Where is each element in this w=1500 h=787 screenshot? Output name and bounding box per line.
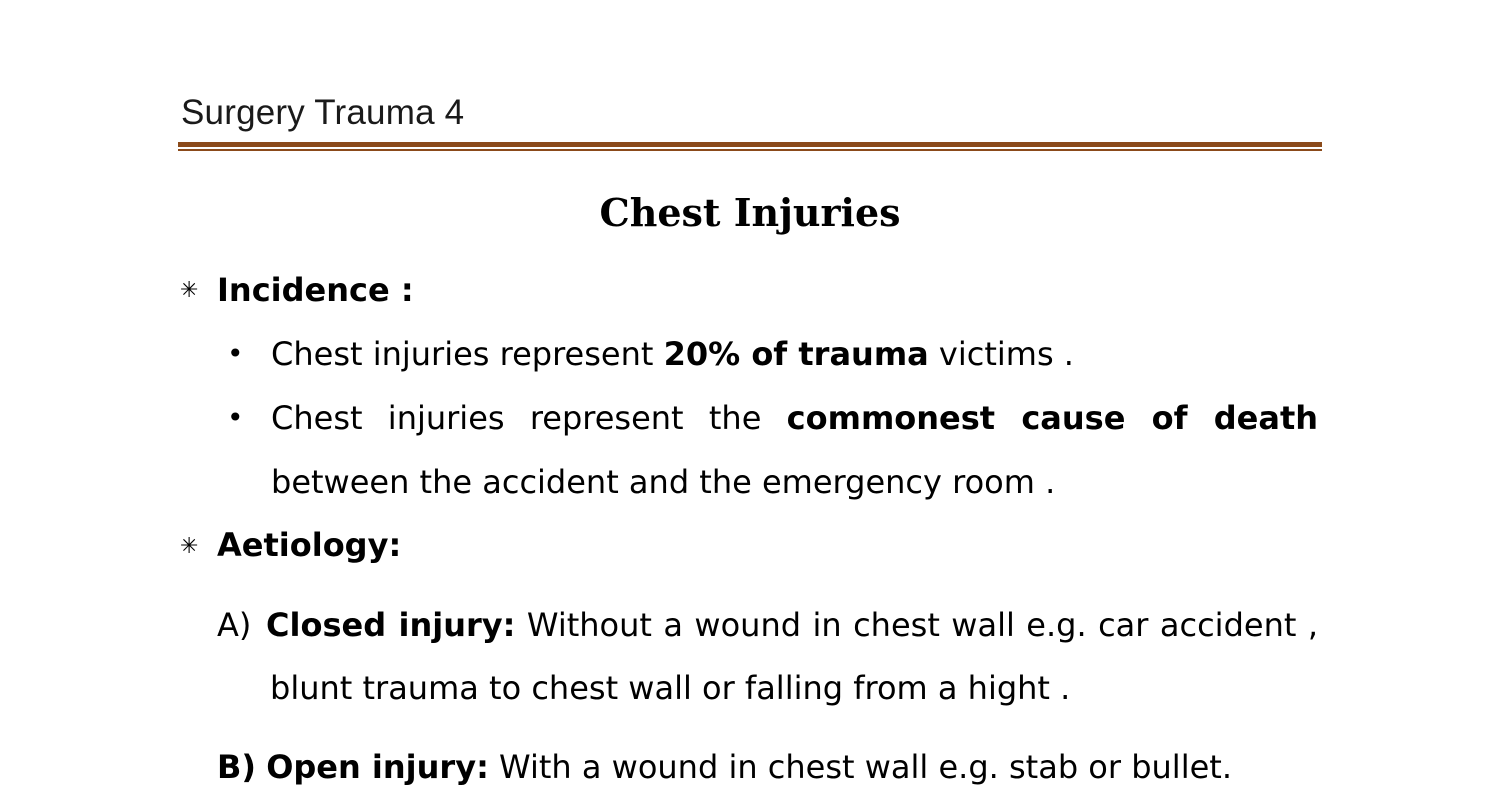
list-item: Chest injuries represent 20% of trauma victims . — [271, 335, 1074, 373]
list-item: B) Open injury: With a wound in chest wall e.g. stab or bullet. — [217, 748, 1232, 786]
section-heading: Aetiology: — [217, 526, 402, 564]
header-title: Surgery Trauma 4 — [181, 93, 465, 132]
bullet-icon: • — [227, 401, 244, 434]
section-heading: Incidence : — [217, 271, 414, 309]
header-rule-thin — [178, 149, 1322, 151]
item-prefix: A) — [217, 606, 252, 644]
document-title: Chest Injuries — [599, 190, 901, 235]
asterisk-icon: ✳ — [180, 278, 199, 303]
list-item: Chest injuries represent the commonest cause of death — [271, 399, 1319, 437]
list-item-continuation: between the accident and the emergency room . — [271, 463, 1056, 501]
bullet-icon: • — [227, 337, 244, 370]
list-item: Closed injury: Without a wound in chest wall e.g. car accident , — [266, 606, 1319, 644]
list-item-continuation: blunt trauma to chest wall or falling from a hight . — [270, 669, 1071, 707]
header-rule-thick — [178, 142, 1322, 147]
asterisk-icon: ✳ — [180, 534, 199, 559]
